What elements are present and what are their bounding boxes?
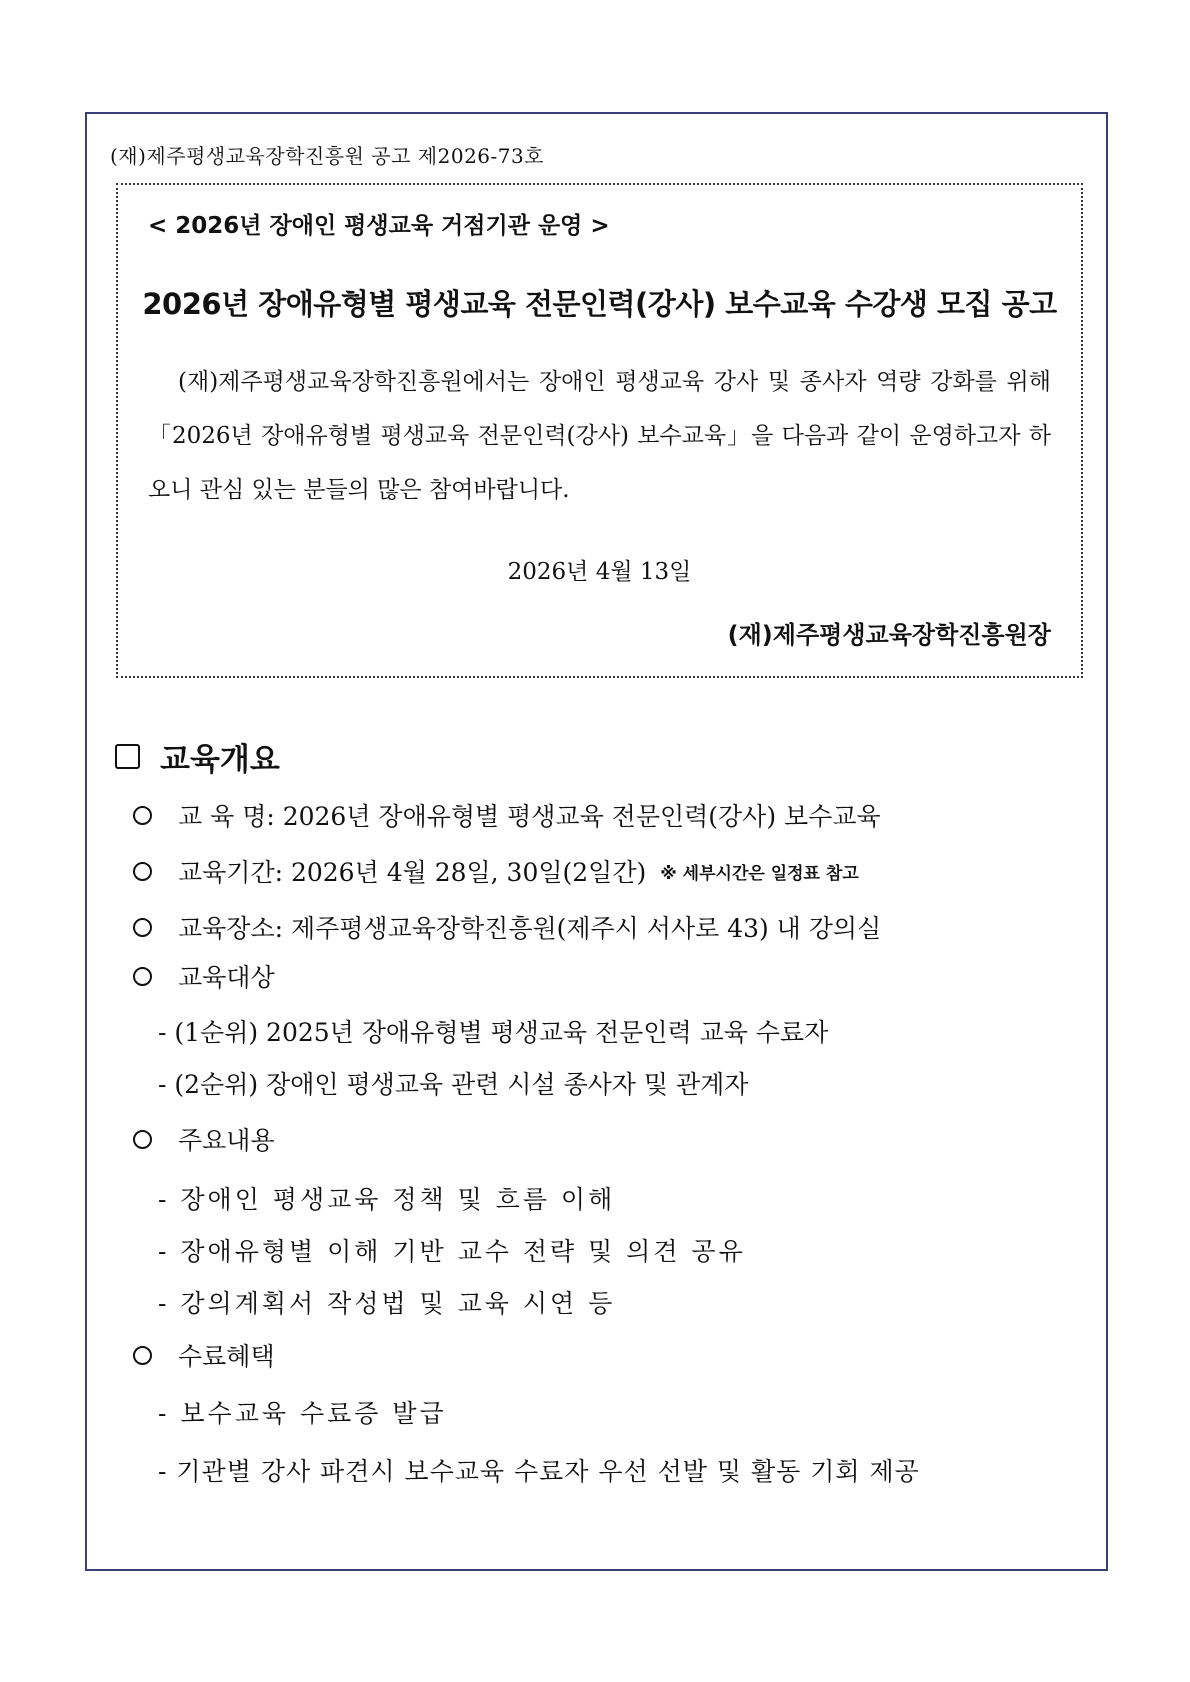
- item-text: 주요내용: [178, 1126, 275, 1155]
- list-item-target: [133, 958, 275, 994]
- item-text: 수료혜택: [178, 1342, 275, 1371]
- announcement-box: [116, 183, 1083, 678]
- announcement-title: 2026년 장애유형별 평생교육 전문인력(강사) 보수교육 수강생 모집 공고: [142, 287, 1057, 321]
- circle-bullet-icon: [133, 862, 152, 881]
- item-text: 교육장소: 제주평생교육장학진흥원(제주시 서사로 43) 내 강의실: [178, 914, 882, 943]
- section-title: 교육개요: [160, 742, 280, 778]
- period-note: ※ 세부시간은 일정표 참고: [660, 863, 859, 884]
- circle-bullet-icon: [133, 918, 152, 937]
- circle-bullet-icon: [133, 1130, 152, 1149]
- item-text: 교육대상: [178, 963, 275, 992]
- sub-item-target-1: - (1순위) 2025년 장애유형별 평생교육 전문인력 교육 수료자: [158, 1018, 829, 1047]
- sub-item-target-2: - (2순위) 장애인 평생교육 관련 시설 종사자 및 관계자: [158, 1070, 749, 1099]
- notice-number: (재)제주평생교육장학진흥원 공고 제2026-73호: [110, 144, 545, 168]
- checkbox-icon: [115, 744, 140, 769]
- list-item-period: [133, 853, 859, 889]
- announcement-body-text: (재)제주평생교육장학진흥원에서는 장애인 평생교육 강사 및 종사자 역량 강화를 위해 「2026년 장애유형별 평생교육 전문인력(강사) 보수교육」을 다음과 같이 운영하고자 하오니 관심 있는 분들의 많은 참여바랍니다.: [148, 369, 1051, 503]
- announcement-subtitle: < 2026년 장애인 평생교육 거점기관 운영 >: [148, 213, 610, 239]
- item-text: 교육기간: 2026년 4월 28일, 30일(2일간): [178, 858, 647, 887]
- circle-bullet-icon: [133, 967, 152, 986]
- announcement-date: 2026년 4월 13일: [507, 559, 692, 585]
- announcement-body: [148, 355, 1051, 517]
- item-text: 교 육 명: 2026년 장애유형별 평생교육 전문인력(강사) 보수교육: [178, 802, 881, 831]
- circle-bullet-icon: [133, 1346, 152, 1365]
- sub-item-content-1: - 장애인 평생교육 정책 및 흐름 이해: [158, 1185, 616, 1214]
- list-item-name: [133, 797, 881, 833]
- announcement-signature: (재)제주평생교육장학진흥원장: [727, 621, 1051, 649]
- sub-item-benefit-1: - 보수교육 수료증 발급: [158, 1399, 447, 1428]
- section-header: [115, 734, 280, 779]
- list-item-content: [133, 1121, 275, 1157]
- sub-item-content-3: - 강의계획서 작성법 및 교육 시연 등: [158, 1289, 616, 1318]
- list-item-benefit: [133, 1337, 275, 1373]
- list-item-place: [133, 909, 881, 945]
- sub-item-benefit-2: - 기관별 강사 파견시 보수교육 수료자 우선 선발 및 활동 기회 제공: [158, 1457, 920, 1486]
- sub-item-content-2: - 장애유형별 이해 기반 교수 전략 및 의견 공유: [158, 1237, 746, 1266]
- circle-bullet-icon: [133, 806, 152, 825]
